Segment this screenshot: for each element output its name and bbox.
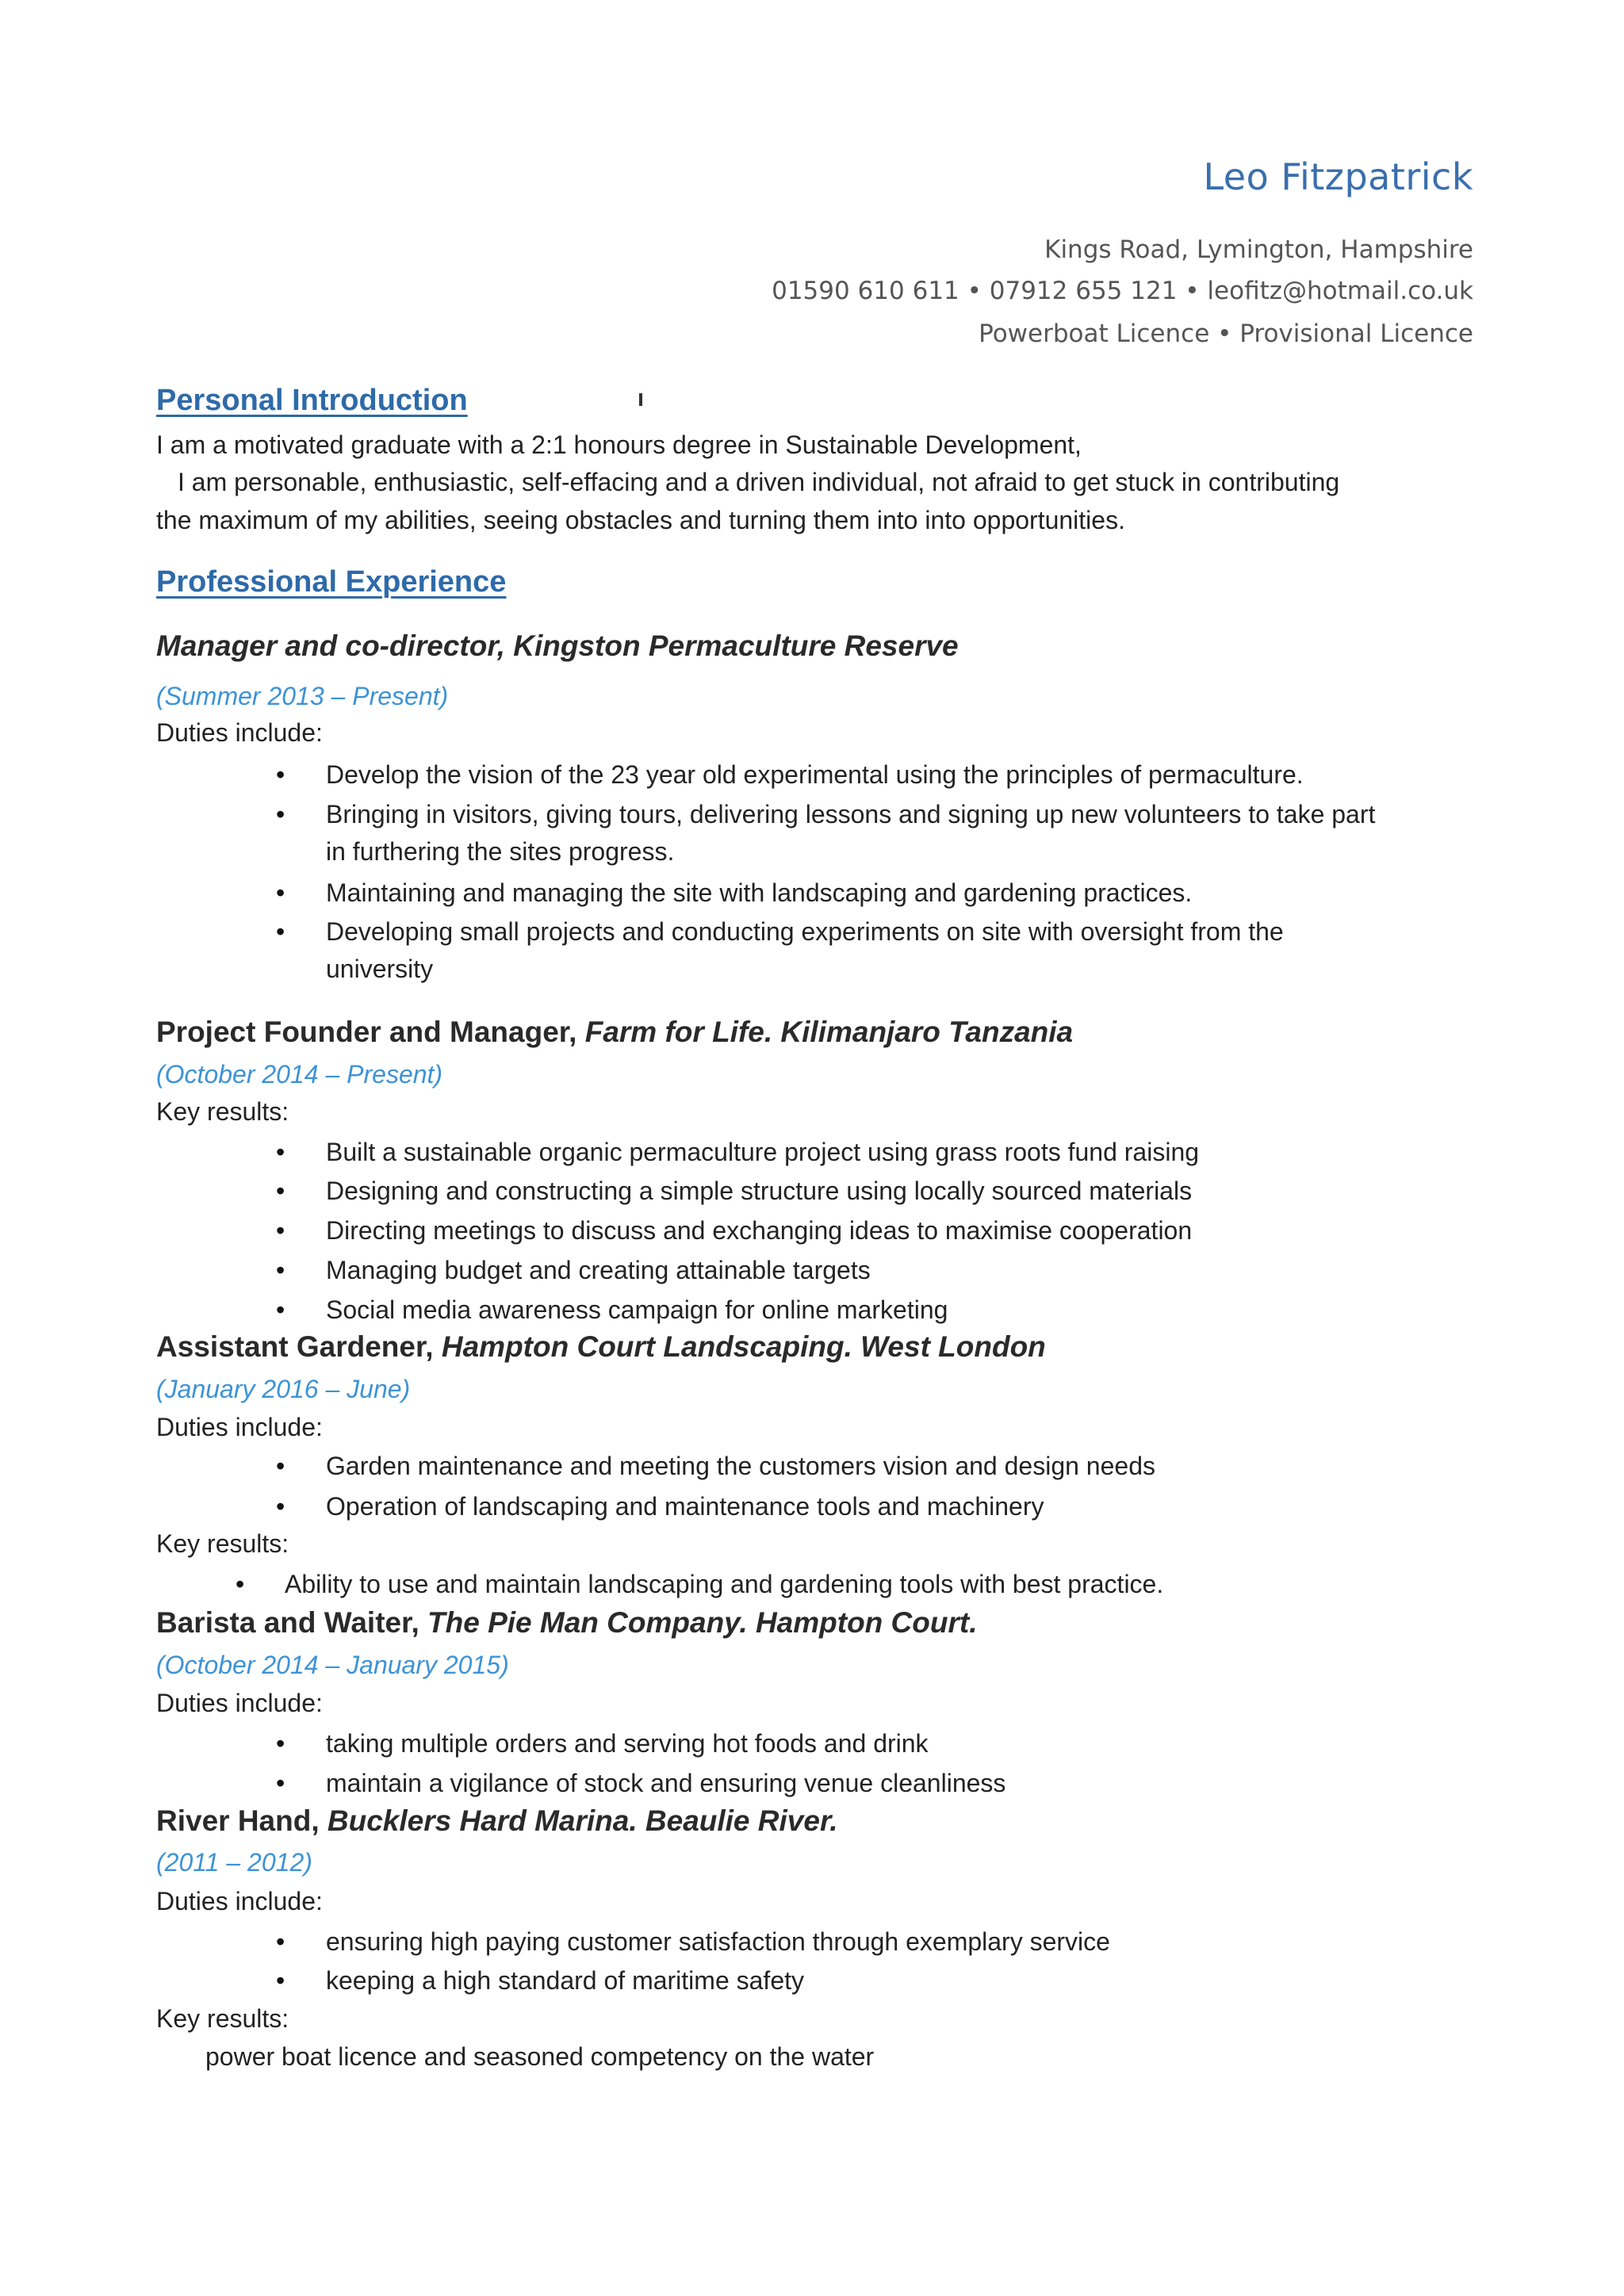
key-result-text: power boat licence and seasoned competency on the water <box>205 2042 875 2071</box>
bullet-icon: • <box>276 1769 285 1797</box>
job-title-pie-man-company <box>156 1606 977 1640</box>
job-role: Barista and Waiter, <box>156 1606 419 1639</box>
job-title-farm-for-life <box>156 1016 1073 1049</box>
bullet-icon: • <box>276 1138 285 1166</box>
phone-and-email: 01590 610 611 • 07912 655 121 • leofitz@hotmail.co.uk <box>772 277 1473 305</box>
job-dates-kingston: (Summer 2013 – Present) <box>156 682 449 710</box>
duties-label: Duties include: <box>156 1413 323 1441</box>
list-item: maintain a vigilance of stock and ensuring venue cleanliness <box>326 1769 1006 1797</box>
list-item: Develop the vision of the 23 year old experimental using the principles of permaculture. <box>326 760 1304 789</box>
list-item: Garden maintenance and meeting the customers vision and design needs <box>326 1452 1155 1480</box>
list-item: Designing and constructing a simple structure using locally sourced materials <box>326 1177 1193 1205</box>
job-role: River Hand, <box>156 1804 320 1837</box>
list-item: Ability to use and maintain landscaping and gardening tools with best practice. <box>285 1570 1164 1598</box>
bullet-icon: • <box>276 1729 285 1758</box>
duties-label: Duties include: <box>156 1887 323 1915</box>
list-item: Developing small projects and conducting experiments on site with oversight from the <box>326 917 1284 946</box>
address: Kings Road, Lymington, Hampshire <box>1044 235 1473 264</box>
bullet-icon: • <box>276 1216 285 1245</box>
candidate-name: Leo Fitzpatrick <box>1203 155 1473 198</box>
bullet-icon: • <box>236 1570 245 1598</box>
job-organisation: The Pie Man Company. Hampton Court. <box>427 1606 978 1639</box>
intro-line-1: I am a motivated graduate with a 2:1 honours degree in Sustainable Development, <box>156 430 1082 459</box>
section-title-personal-introduction: Personal Introduction <box>156 384 468 417</box>
list-item: Managing budget and creating attainable targets <box>326 1256 871 1284</box>
licences: Powerboat Licence • Provisional Licence <box>979 320 1473 348</box>
stray-mark <box>639 393 642 406</box>
duties-label: Duties include: <box>156 1689 323 1717</box>
bullet-icon: • <box>276 1256 285 1284</box>
list-item: ensuring high paying customer satisfaction through exemplary service <box>326 1927 1110 1956</box>
bullet-icon: • <box>276 917 285 946</box>
job-title-kingston: Manager and co-director, Kingston Permaculture Reserve <box>156 629 959 662</box>
list-item: Social media awareness campaign for online marketing <box>326 1295 948 1324</box>
list-item-continued: university <box>326 955 434 983</box>
list-item: Maintaining and managing the site with landscaping and gardening practices. <box>326 878 1193 907</box>
bullet-icon: • <box>276 1177 285 1205</box>
job-organisation: Hampton Court Landscaping. West London <box>441 1330 1046 1363</box>
list-item: Directing meetings to discuss and exchanging ideas to maximise cooperation <box>326 1216 1193 1245</box>
bullet-icon: • <box>276 1927 285 1956</box>
list-item: keeping a high standard of maritime safety <box>326 1966 804 1995</box>
job-organisation: Farm for Life. Kilimanjaro Tanzania <box>584 1016 1074 1048</box>
job-dates-pie-man-company: (October 2014 – January 2015) <box>156 1651 509 1679</box>
list-item: Bringing in visitors, giving tours, delivering lessons and signing up new volunteers to take part <box>326 800 1376 828</box>
list-item-continued: in furthering the sites progress. <box>326 837 675 866</box>
job-role: Project Founder and Manager, <box>156 1016 577 1048</box>
list-item: Built a sustainable organic permaculture project using grass roots fund raising <box>326 1138 1200 1166</box>
bullet-icon: • <box>276 1452 285 1480</box>
list-item: taking multiple orders and serving hot foods and drink <box>326 1729 929 1758</box>
section-title-professional-experience: Professional Experience <box>156 565 507 599</box>
bullet-icon: • <box>276 760 285 789</box>
bullet-icon: • <box>276 1966 285 1995</box>
job-organisation: Bucklers Hard Marina. Beaulie River. <box>327 1804 838 1837</box>
job-title-bucklers-hard <box>156 1804 838 1838</box>
job-dates-farm-for-life: (October 2014 – Present) <box>156 1060 443 1089</box>
duties-label: Duties include: <box>156 718 323 747</box>
intro-line-2: I am personable, enthusiastic, self-effacing and a driven individual, not afraid to get stuck in contributing <box>178 468 1340 496</box>
bullet-icon: • <box>276 878 285 907</box>
job-dates-bucklers-hard: (2011 – 2012) <box>156 1848 312 1877</box>
key-results-label: Key results: <box>156 2004 289 2033</box>
job-title-hampton-court-landscaping <box>156 1330 1046 1364</box>
job-role: Assistant Gardener, <box>156 1330 434 1363</box>
intro-line-3: the maximum of my abilities, seeing obstacles and turning them into into opportunities. <box>156 506 1125 534</box>
key-results-label: Key results: <box>156 1097 289 1126</box>
key-results-label: Key results: <box>156 1529 289 1558</box>
list-item: Operation of landscaping and maintenance tools and machinery <box>326 1492 1044 1521</box>
bullet-icon: • <box>276 1295 285 1324</box>
bullet-icon: • <box>276 1492 285 1521</box>
job-dates-hampton-court-landscaping: (January 2016 – June) <box>156 1375 411 1403</box>
bullet-icon: • <box>276 800 285 828</box>
